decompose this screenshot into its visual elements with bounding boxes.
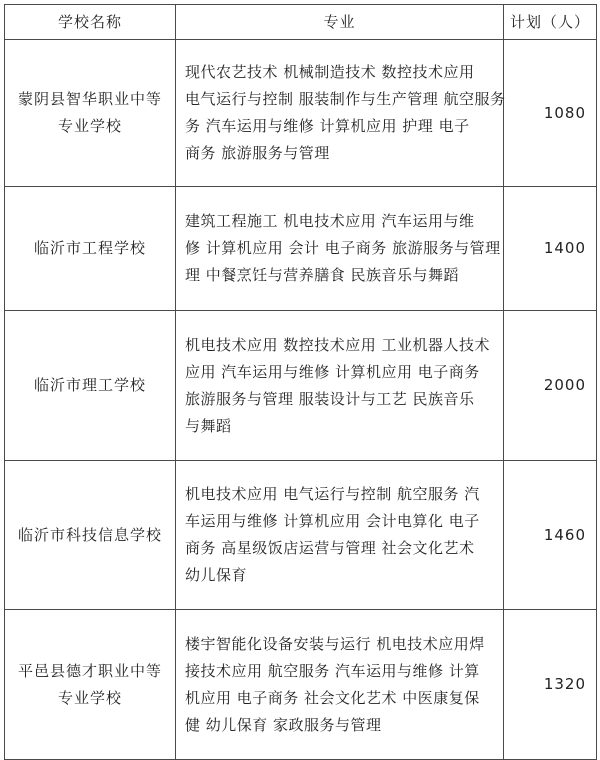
plan-count-cell: 1080	[504, 40, 597, 187]
school-name-cell	[5, 311, 176, 461]
majors-line: 应用 汽车运用与维修 计算机应用 电子商务	[185, 362, 480, 381]
majors-cell	[176, 610, 504, 760]
majors-line: 建筑工程施工 机电技术应用 汽车运用与维	[185, 212, 475, 230]
plan-count-cell: 1320	[504, 610, 597, 760]
table-header-row	[5, 5, 597, 40]
majors-line: 理 中餐烹饪与营养膳食 民族音乐与舞蹈	[185, 266, 460, 284]
majors-cell	[176, 187, 504, 311]
majors-cell	[176, 311, 504, 461]
majors-line: 车运用与维修 计算机应用 会计电算化 电子	[185, 512, 480, 530]
majors-line: 接技术应用 航空服务 汽车运用与维修 计算	[185, 661, 480, 680]
majors-line: 修 计算机应用 会计 电子商务 旅游服务与管理	[185, 239, 501, 257]
school-name-line: 专业学校	[57, 688, 122, 707]
school-name-line: 临沂市理工学校	[33, 376, 146, 394]
majors-line: 商务 高星级饭店运营与管理 社会文化艺术	[185, 539, 475, 557]
table-row	[5, 610, 597, 760]
table-row	[5, 187, 597, 311]
majors-line: 机电技术应用 电气运行与控制 航空服务 汽	[185, 485, 480, 503]
school-name-line: 蒙阴县智华职业中等	[17, 90, 162, 108]
plan-count-cell: 2000	[504, 311, 597, 461]
majors-line: 务 汽车运用与维修 计算机应用 护理 电子	[185, 117, 470, 135]
school-name-line: 专业学校	[57, 117, 122, 135]
majors-line: 机电技术应用 数控技术应用 工业机器人技术	[185, 335, 491, 354]
majors-line: 健 幼儿保育 家政服务与管理	[185, 715, 382, 734]
majors-line: 电气运行与控制 服装制作与生产管理 航空服务	[185, 90, 506, 108]
school-name-cell	[5, 461, 176, 610]
majors-line: 商务 旅游服务与管理	[185, 144, 330, 162]
school-name-line: 临沂市科技信息学校	[17, 525, 162, 544]
plan-count-cell: 1400	[504, 187, 597, 311]
school-name-cell	[5, 187, 176, 311]
majors-line: 与舞蹈	[185, 416, 232, 435]
header-plan: 计划（人）	[504, 5, 597, 40]
majors-line: 旅游服务与管理 服装设计与工艺 民族音乐	[185, 389, 475, 408]
majors-cell	[176, 461, 504, 610]
school-name-cell	[5, 40, 176, 187]
majors-cell	[176, 40, 504, 187]
majors-line: 现代农艺技术 机械制造技术 数控技术应用	[185, 63, 475, 81]
table-row	[5, 461, 597, 610]
school-name-line: 临沂市工程学校	[33, 239, 146, 257]
school-name-cell	[5, 610, 176, 760]
header-major: 专业	[176, 5, 504, 40]
header-school-name: 学校名称	[5, 5, 176, 40]
table-row	[5, 311, 597, 461]
table-row	[5, 40, 597, 187]
majors-line: 幼儿保育	[185, 566, 248, 584]
majors-line: 楼宇智能化设备安装与运行 机电技术应用焊	[185, 634, 485, 653]
plan-count-cell: 1460	[504, 461, 597, 610]
majors-line: 机应用 电子商务 社会文化艺术 中医康复保	[185, 688, 480, 707]
enrollment-plan-table	[4, 4, 597, 760]
school-name-line: 平邑县德才职业中等	[17, 661, 162, 680]
